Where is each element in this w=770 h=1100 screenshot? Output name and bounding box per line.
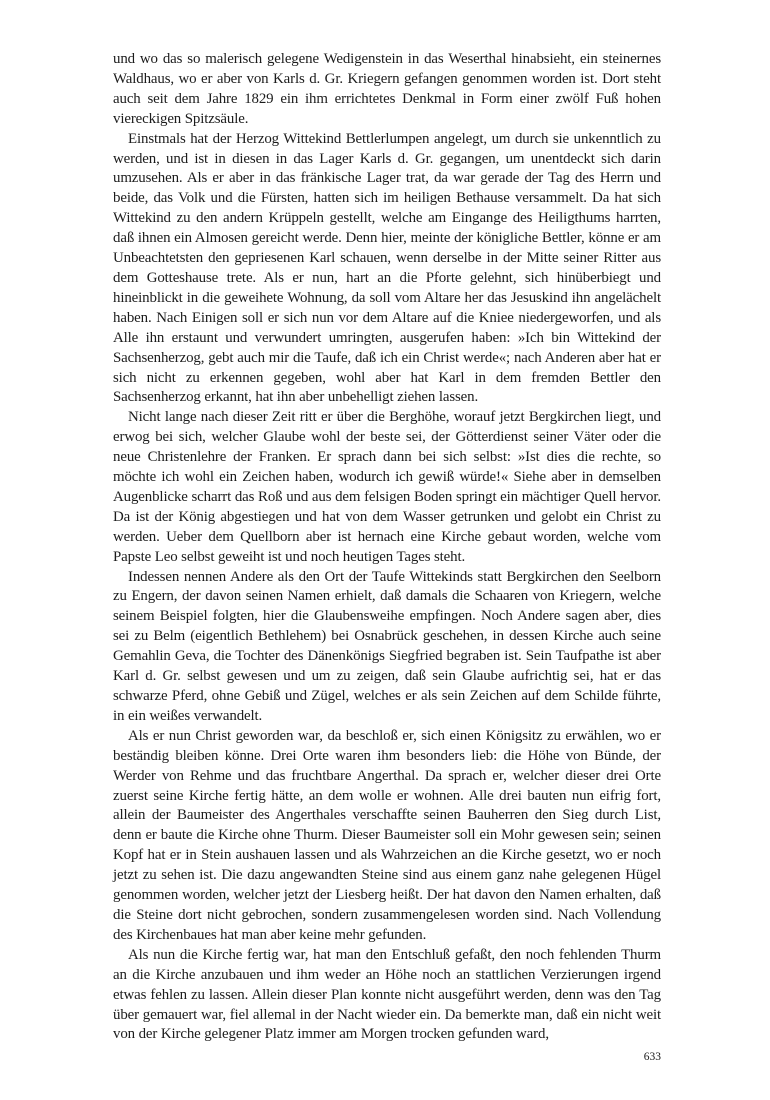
- paragraph: Als nun die Kirche fertig war, hat man den Entschluß gefaßt, den noch fehlenden Thurm an die Kirche anzubauen und ihm weder an Höhe noch an stattlichen Verzierungen irgend etwas fehlen zu lassen. Allein dieser Plan konnte nicht ausgeführt werden, denn was den Tag über gemauert war, fiel allemal in der Nacht wieder ein. Da bemerkte man, daß ein nicht weit von der Kirche gelegener Platz immer am Morgen trocken gefunden ward,: [113, 946, 661, 1043]
- paragraph: Nicht lange nach dieser Zeit ritt er über die Berghöhe, worauf jetzt Bergkirchen liegt, und erwog bei sich, welcher Glaube wohl der beste sei, der Götterdienst seiner Väter oder die neue Christenlehre der Franken. Er sprach dann bei sich selbst: »Ist dies die rechte, so möchte ich wohl ein Zeichen haben, wodurch ich gewiß würde!« Siehe aber in demselben Augenblicke scharrt das Roß und aus dem felsigen Boden springt ein mächtiger Quell hervor. Da ist der König abgestiegen und hat von dem Wasser getrunken und gelobt ein Christ zu werden. Ueber dem Quellborn aber ist hernach eine Kirche gebaut worden, welche vom Papste Leo selbst geweiht ist und noch heutigen Tages steht.: [113, 409, 661, 565]
- text-block: [113, 50, 661, 1045]
- page-number: 633: [643, 1051, 661, 1063]
- paragraph: Als er nun Christ geworden war, da beschloß er, sich einen Königsitz zu erwählen, wo er beständig bleiben könne. Drei Orte waren ihm besonders lieb: die Höhe von Bünde, der Werder von Rehme und das fruchtbare Angerthal. Da sprach er, welcher dieser drei Orte zuerst seine Kirche fertig hätte, an dem wolle er wohnen. Alle drei bauten nun eifrig fort, allein der Baumeister des Angerthales verschaffte seinen Bauherren den Sieg durch List, denn er baute die Kirche ohne Thurm. Dieser Baumeister soll ein Mohr gewesen sein; seinen Kopf hat er in Stein aushauen lassen und als Wahrzeichen an die Kirche gesetzt, wo er noch jetzt zu sehen ist. Die dazu angewandten Steine sind aus einem ganz nahe gelegenen Hügel genommen worden, welcher jetzt der Liesberg heißt. Der hat davon den Namen erhalten, daß die Steine dort nicht gebrochen, sondern zusammengelesen worden sind. Nach Vollendung des Kirchenbaues hat man aber keine mehr gefunden.: [113, 727, 661, 943]
- paragraph: Indessen nennen Andere als den Ort der Taufe Wittekinds statt Bergkirchen den Seelborn zu Engern, der davon seinen Namen erhielt, daß damals die Schaaren von Kriegern, welche seinem Beispiel folgten, hier die Glaubensweihe empfingen. Noch Andere sagen aber, dies sei zu Belm (eigentlich Bethlehem) bei Osnabrück geschehen, in dessen Kirche auch seine Gemahlin Geva, die Tochter des Dänenkönigs Siegfried begraben ist. Sein Taufpathe ist aber Karl d. Gr. selbst gewesen und um zu zeigen, daß sein Glaube aufrichtig sei, hat er das schwarze Pferd, ohne Gebiß und Zügel, welches er als sein Zeichen auf dem Schilde führte, in ein weißes verwandelt.: [113, 568, 661, 724]
- paragraph: und wo das so malerisch gelegene Wedigenstein in das Weserthal hinabsieht, ein steinernes Waldhaus, wo er aber von Karls d. Gr. Kriegern gefangen genommen worden ist. Dort steht auch seit dem Jahre 1829 ein ihm errichtetes Denkmal in Form einer zwölf Fuß hohen viereckigen Spitzsäule.: [113, 51, 661, 127]
- paragraph: Einstmals hat der Herzog Wittekind Bettlerlumpen angelegt, um durch sie unkenntlich zu werden, und ist in diesen in das Lager Karls d. Gr. gegangen, um unentdeckt sich darin umzusehen. Als er aber in das fränkische Lager trat, da war gerade der Tag des Herrn und beide, das Volk und die Fürsten, hatten sich im heiligen Bethause versammelt. Da hat sich Wittekind zu den andern Krüppeln gestellt, welche am Eingange des Heiligthums harrten, daß ihnen ein Almosen gereicht werde. Denn hier, meinte der königliche Bettler, könne er am Unbeachtetsten den gepriesenen Karl schauen, wenn derselbe in der Mitte seiner Ritter aus dem Gotteshause trete. Als er nun, hart an die Pforte gelehnt, sich hinüberbiegt und hineinblickt in die geweihete Wohnung, da soll vom Altare her das Jesuskind ihn angelächelt haben. Nach Einigen soll er sich nun vor dem Altare auf die Kniee niedergeworfen, und als Alle ihn erstaunt und verwundert umringten, ausgerufen haben: »Ich bin Wittekind der Sachsenherzog, gebt auch mir die Taufe, daß ich ein Christ werde«; nach Anderen aber hat er sich nicht zu erkennen gegeben, wohl aber hat Karl in dem fremden Bettler den Sachsenherzog erkannt, hat ihn aber unbehelligt ziehen lassen.: [113, 130, 661, 406]
